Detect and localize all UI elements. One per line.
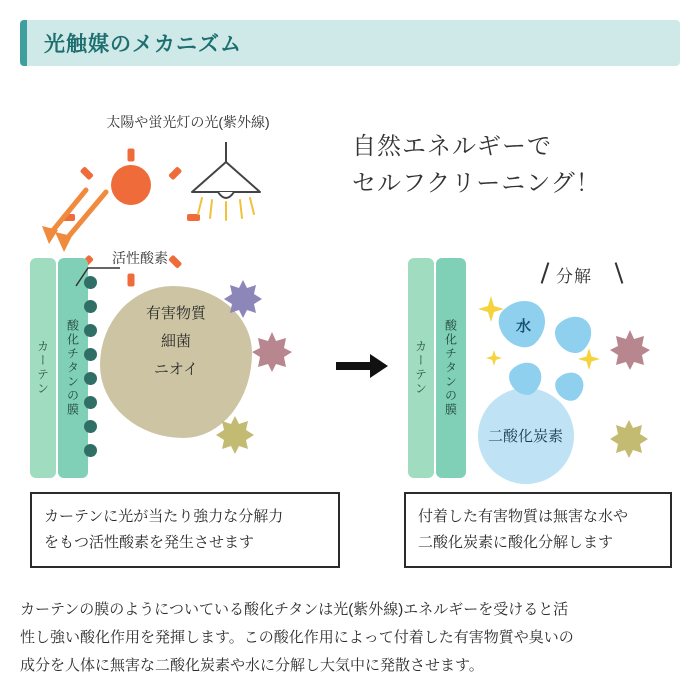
decomposition-label: 分解 [556, 267, 592, 286]
germ-icon [608, 418, 650, 460]
light-source-label: 太陽や蛍光灯の光(紫外線) [106, 114, 270, 130]
arrow-right-icon [336, 352, 388, 380]
curtain-label-right: カーテン [413, 340, 428, 396]
curtain-label-left: カーテン [35, 340, 50, 396]
active-oxygen-dot [84, 444, 97, 457]
caption-right-line1: 付着した有害物質は無害な水や [418, 508, 629, 525]
sun-ray [168, 255, 182, 269]
footer-line-3: 成分を人体に無害な二酸化炭素や水に分解し大気中に発散させます。 [20, 656, 484, 674]
active-oxygen-dot [84, 300, 97, 313]
caption-left-line2: をもつ活性酸素を発生させます [44, 534, 255, 552]
active-oxygen-dot [84, 348, 97, 361]
sun-ray [80, 166, 94, 180]
sun-ray [128, 274, 135, 287]
blob-line-1: 有害物質 [145, 305, 206, 322]
catchcopy [352, 128, 682, 202]
sparkle-icon [578, 348, 600, 370]
blob-line-2: 細菌 [160, 332, 191, 350]
footer-text [20, 596, 686, 679]
germ-icon [250, 330, 294, 374]
active-oxygen-dot [84, 396, 97, 409]
titanium-film-label-right: 酸化チタンの膜 [443, 319, 458, 417]
decomposition-mark-right [615, 262, 624, 284]
active-oxygen-label: 活性酸素 [112, 250, 168, 266]
catchcopy-line1: 自然エネルギーで [352, 133, 552, 160]
germ-icon [608, 328, 652, 372]
active-oxygen-dot [84, 372, 97, 385]
germ-icon [214, 414, 256, 456]
caption-right [404, 492, 672, 568]
header-accent-bar [20, 20, 27, 66]
active-oxygen-leader-line [74, 256, 122, 288]
catchcopy-line2: セルフクリーニング！ [352, 170, 601, 198]
footer-line-2: 性し強い酸化作用を発揮します。この酸化作用によって付着した有害物質や臭いの [20, 628, 574, 646]
lamp-icon [178, 140, 274, 236]
blob-line-3: ニオイ [153, 360, 199, 378]
germ-icon [222, 278, 264, 320]
decomposition-mark-left [541, 262, 550, 284]
titanium-film-label-left: 酸化チタンの膜 [65, 319, 80, 417]
footer-line-1: カーテンの膜のようについている酸化チタンは光(紫外線)エネルギーを受けると活 [20, 601, 569, 618]
active-oxygen-dot [84, 420, 97, 433]
active-oxygen-dot [84, 324, 97, 337]
caption-left [30, 492, 340, 568]
lamp-svg [178, 140, 274, 236]
caption-left-line1: カーテンに光が当たり強力な分解力 [44, 508, 284, 525]
sparkle-icon [486, 350, 502, 366]
co2-label: 二酸化炭素 [488, 428, 564, 445]
sparkle-icon [478, 296, 504, 322]
water-label: 水 [516, 318, 532, 335]
page-title: 光触媒のメカニズム [44, 33, 242, 56]
sun-ray [128, 149, 135, 162]
caption-right-line2: 二酸化炭素に酸化分解します [418, 534, 614, 552]
